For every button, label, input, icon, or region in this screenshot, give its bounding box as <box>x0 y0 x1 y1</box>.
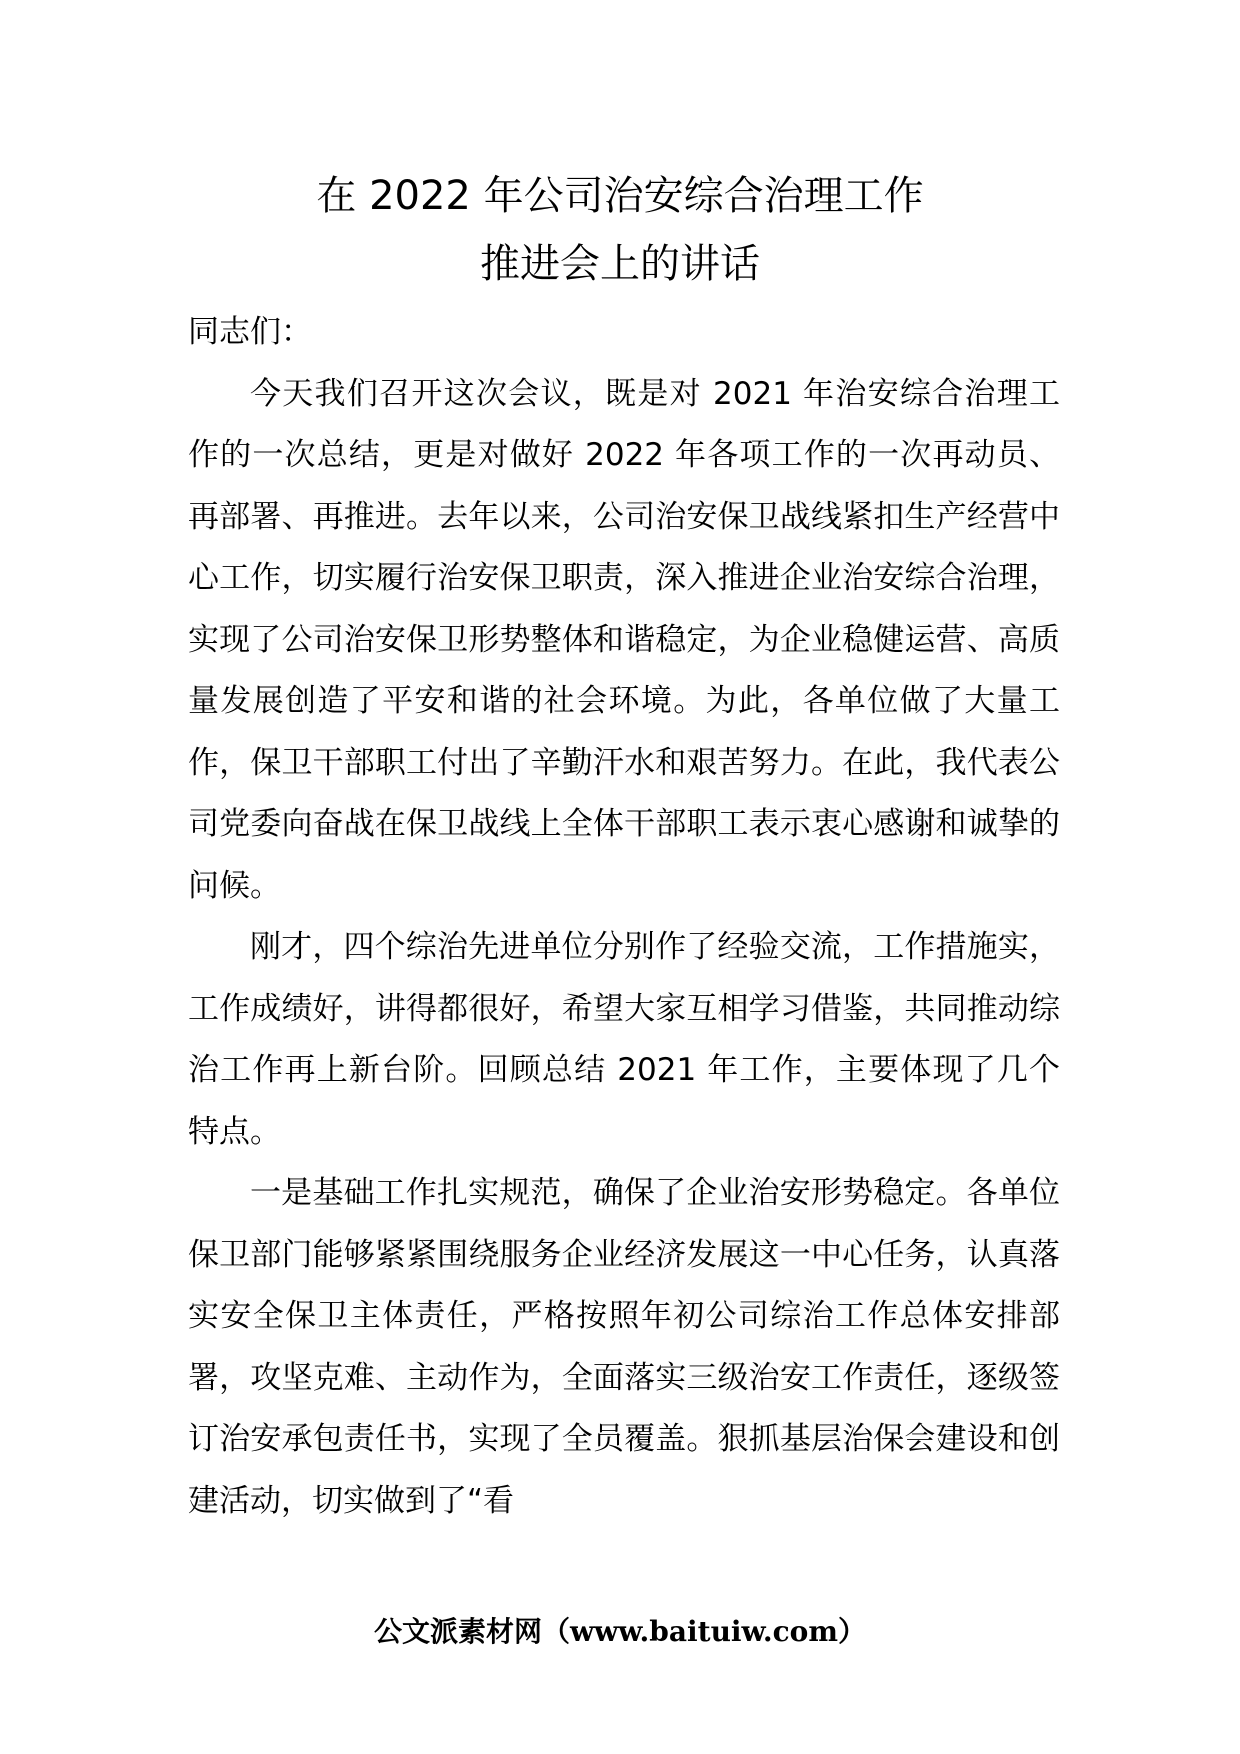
salutation: 同志们： <box>188 314 312 350</box>
document-title-line-2: 推进会上的讲话 <box>480 241 760 287</box>
footer-watermark: 公文派素材网（www.baituiw.com） <box>374 1615 866 1648</box>
document-body <box>188 302 1060 1532</box>
paragraph-1: 今天我们召开这次会议，既是对 2021 年治安综合治理工作的一次总结，更是对做好 2022 年各项工作的一次再动员、再部署、再推进。去年以来，公司治安保卫战线紧扣生产经营中心工作，切实履行治安保卫职责，深入推进企业治安综合治理，实现了公司治安保卫形势整体和谐稳定，为企业稳健运营、高质量发展创造了平安和谐的社会环境。为此，各单位做了大量工作，保卫干部职工付出了辛勤汗水和艰苦努力。在此，我代表公司党委向奋战在保卫战线上全体干部职工表示衷心感谢和诚挚的问候。 <box>188 375 1060 904</box>
document-title-line-1: 在 2022 年公司治安综合治理工作 <box>316 173 924 219</box>
paragraph-2: 刚才，四个综治先进单位分别作了经验交流，工作措施实，工作成绩好，讲得都很好，希望大家互相学习借鉴，共同推动综治工作再上新台阶。回顾总结 2021 年工作，主要体现了几个特点。 <box>188 929 1060 1150</box>
paragraph-3: 一是基础工作扎实规范，确保了企业治安形势稳定。各单位保卫部门能够紧紧围绕服务企业经济发展这一中心任务，认真落实安全保卫主体责任，严格按照年初公司综治工作总体安排部署，攻坚克难、主动作为，全面落实三级治安工作责任，逐级签订治安承包责任书，实现了全员覆盖。狠抓基层治保会建设和创建活动，切实做到了“看 <box>188 1175 1060 1519</box>
